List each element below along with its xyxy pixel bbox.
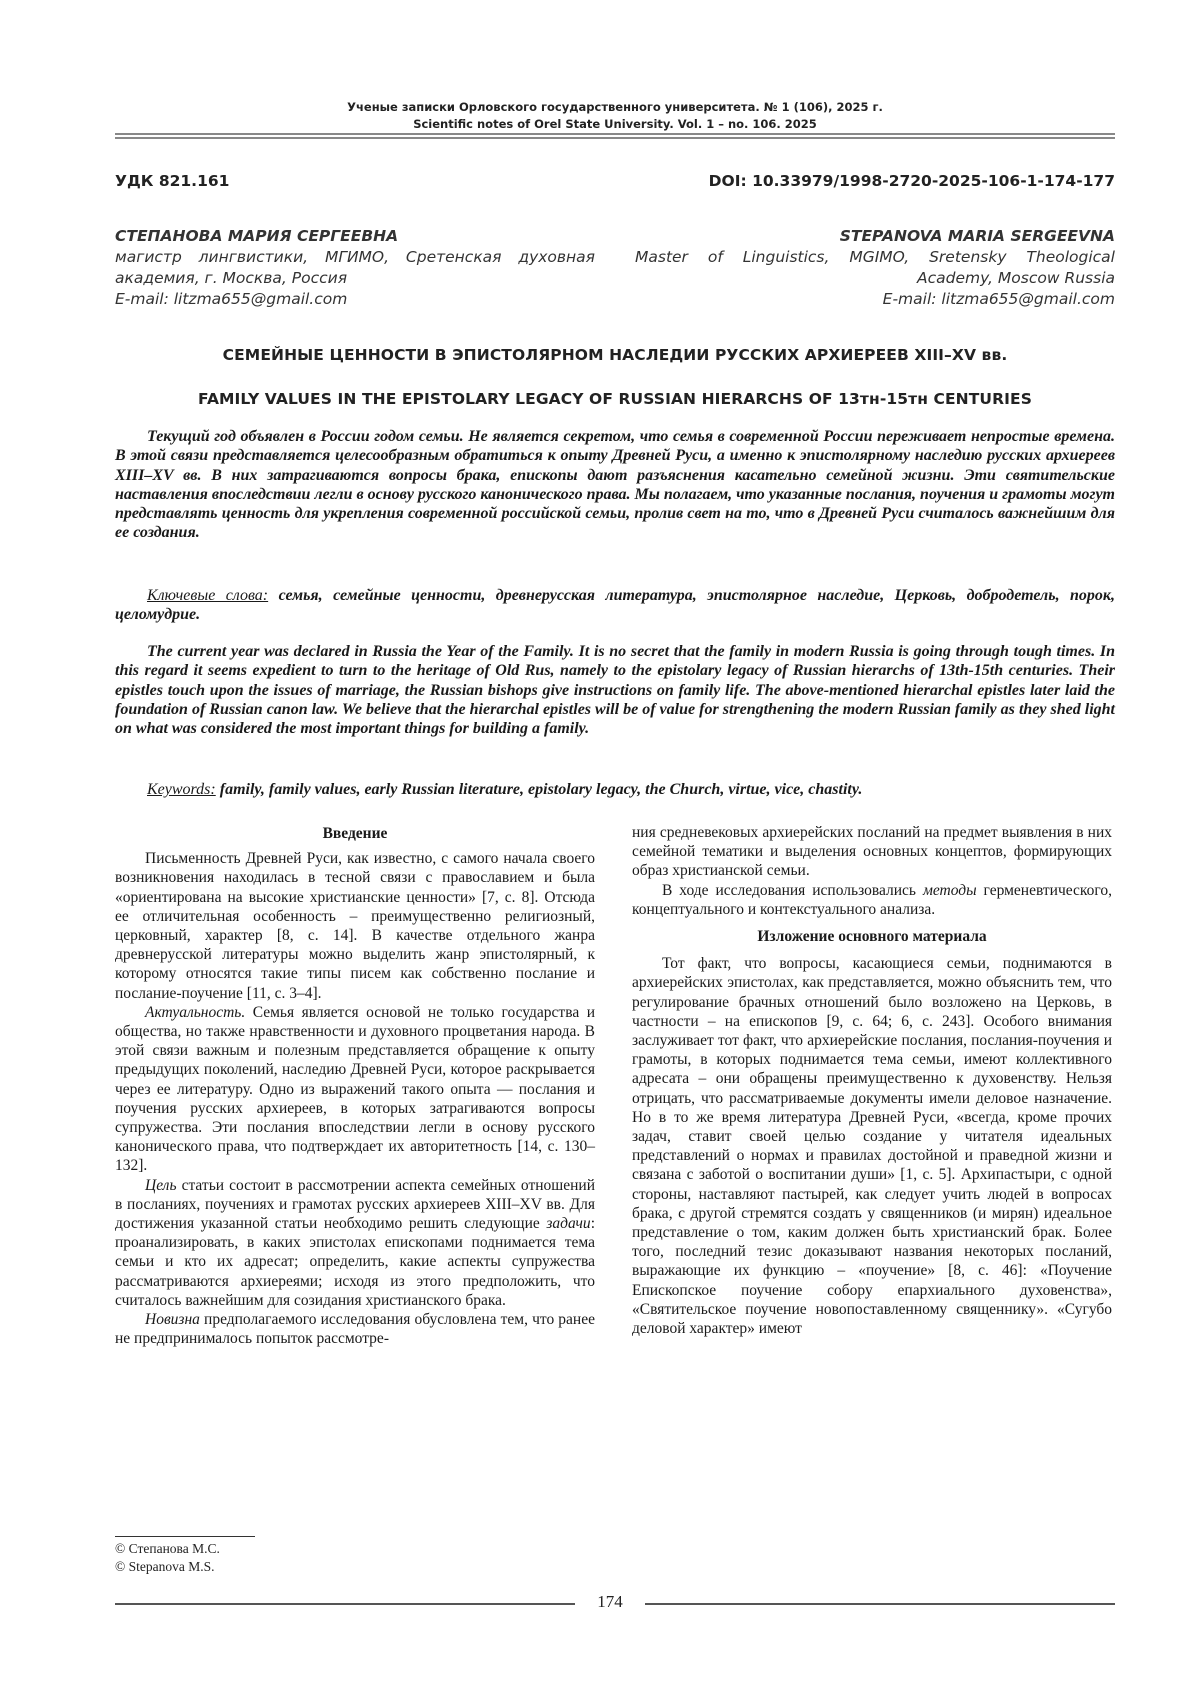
relevance-text: Семья является основой не только государства и общества, но также нравственности и духовного процветания народа. В этой связи важным и полезным представляется обращение к опыту предыдущих поколений, наследию Древней Руси, которое раскрывается через ее литературу. Одно из выражений такого опыта — послания и поучения русских архиереев, в которых затрагиваются вопросы супружества. Эти послания впоследствии легли в основу русского канонического права, что подтверждает их авторитетность [14, с. 130–132].: [115, 1003, 595, 1175]
article-title-en: FAMILY VALUES IN THE EPISTOLARY LEGACY OF RUSSIAN HIERARCHS OF 13тн-15тн CENTURIES: [198, 390, 1032, 408]
paragraph-methods: [632, 881, 1112, 919]
header-rule-top: [115, 133, 1115, 135]
paragraph-relevance: [115, 1003, 595, 1176]
main-heading: Изложение основного материала: [757, 928, 987, 946]
author-affiliation-en: Master of Linguistics, MGIMO, Sretensky Theological Academy, Moscow Russia: [635, 248, 1115, 287]
author-email-en: E-mail: litzma655@gmail.com: [882, 290, 1115, 308]
folio-rule-left: [115, 1603, 575, 1605]
author-block-en: [635, 226, 1115, 310]
doi: DOI: 10.33979/1998-2720-2025-106-1-174-177: [708, 172, 1115, 190]
novelty-text: предполагаемого исследования обусловлена тем, что ранее не предпринималось попыток рассмотре-: [115, 1311, 595, 1348]
paragraph-novelty-cont: ния средневековых архиерейских посланий на предмет выявления в них семейной тематики и выделения основных концептов, формирующих образ христианской семьи.: [632, 824, 1112, 880]
term-novelty: Новизна: [145, 1311, 200, 1329]
article-title-ru: СЕМЕЙНЫЕ ЦЕННОСТИ В ЭПИСТОЛЯРНОМ НАСЛЕДИИ РУССКИХ АРХИЕРЕЕВ XIII–XV вв.: [222, 346, 1008, 364]
footnotes: [115, 1540, 220, 1576]
keywords-label-en: Keywords:: [147, 781, 216, 798]
term-goal: Цель: [145, 1176, 177, 1194]
journal-line-ru: Ученые записки Орловского государственного университета. № 1 (106), 2025 г.: [347, 100, 883, 114]
methods-text-a: В ходе исследования использовались: [662, 881, 923, 899]
author-affiliation-ru: магистр лингвистики, МГИМО, Сретенская духовная академия, г. Москва, Россия: [115, 248, 595, 287]
body-column-right: [632, 823, 1112, 1338]
page-number: 174: [597, 1592, 623, 1611]
header-rule-bottom: [115, 137, 1115, 139]
udc-code: УДК 821.161: [115, 172, 230, 190]
paragraph-goal: [115, 1176, 595, 1310]
author-email-ru: E-mail: litzma655@gmail.com: [115, 290, 348, 308]
abstract-ru: Текущий год объявлен в России годом семьи. Не является секретом, что семья в современной России переживает непростые времена. В этой связи представляется целесообразным обратиться к опыту Древней Руси, а именно к эпистолярному наследию русских архиереев XIII–XV вв. В них затрагиваются вопросы брака, епископы дают разъяснения касательно семейной жизни. Эти святительские наставления впоследствии легли в основу русского канонического права. Мы полагаем, что указанные послания, поучения и грамоты могут представлять ценность для укрепления современной российской семьи, пролив свет на то, что в Древней Руси считалось важнейшим для ее создания.: [115, 428, 1115, 542]
journal-line-en: Scientific notes of Orel State University. Vol. 1 – no. 106. 2025: [413, 117, 817, 131]
term-methods: методы: [922, 881, 977, 899]
author-name-ru: СТЕПАНОВА МАРИЯ СЕРГЕЕВНА: [115, 227, 399, 245]
keywords-label-ru: Ключевые слова:: [147, 587, 269, 604]
methods-text-b: герменевтического, концептуального и контекстуального анализа.: [632, 881, 1112, 918]
intro-heading: Введение: [322, 825, 388, 842]
running-head: [115, 99, 1115, 133]
copyright-en: © Stepanova M.S.: [115, 1559, 215, 1574]
goal-text-a: статьи состоит в рассмотрении аспекта семейных отношений в посланиях, поучениях и грамотах русских архиереев XIII–XV вв. Для достижения указанной статьи необходимо решить следующие: [115, 1176, 595, 1233]
footnote-rule: [115, 1536, 255, 1537]
keywords-text-en: family, family values, early Russian literature, epistolary legacy, the Church, virtue, vice, chastity.: [219, 781, 863, 798]
paragraph-intro-1: Письменность Древней Руси, как известно, с самого начала своего возникновения находилась в тесной связи с православием и была «ориентирована на высокие христианские ценности» [7, с. 8]. Отсюда ее отличительная особенность – преимущественно религиозный, церковный, характер [8, с. 14]. В качестве отдельного жанра древнерусской литературы можно выделить жанр эпистолярный, к которому относятся такие типы писем как собственно послание и послание-поучение [11, с. 3–4].: [115, 850, 595, 1002]
author-block-ru: [115, 226, 595, 310]
paragraph-novelty: [115, 1310, 595, 1348]
keywords-text-ru: семья, семейные ценности, древнерусская литература, эпистолярное наследие, Церковь, добродетель, порок, целомудрие.: [115, 587, 1115, 624]
term-relevance: Актуальность.: [145, 1003, 246, 1021]
goal-text-b: : проанализировать, в каких эпистолах епископами поднимается тема семьи и кто их адресат; определить, какие аспекты супружества рассматриваются архиереями; исходя из этого предположить, что считалось важнейшим для созидания христианского брака.: [115, 1215, 595, 1309]
keywords-en: [115, 780, 1115, 799]
copyright-ru: © Степанова М.С.: [115, 1541, 220, 1556]
author-name-en: STEPANOVA MARIA SERGEEVNA: [839, 227, 1115, 245]
abstract-en: The current year was declared in Russia the Year of the Family. It is no secret that the family in modern Russia is going through tough times. In this regard it seems expedient to turn to the heritage of Old Rus, namely to the epistolary legacy of Russian hierarchs of 13th-15th centuries. Their epistles touch upon the issues of marriage, the Russian bishops give instructions on family life. The above-mentioned hierarchal epistles later laid the foundation of Russian canon law. We believe that the hierarchal epistles will be of value for strengthening the modern Russian family as they shed light on what was considered the most important things for building a family.: [115, 643, 1115, 738]
term-tasks: задачи: [546, 1215, 591, 1233]
folio-rule-right: [645, 1603, 1115, 1605]
paragraph-main-1: Тот факт, что вопросы, касающиеся семьи, поднимаются в архиерейских эпистолах, как представляется, можно объяснить тем, что регулирование брачных отношений было возложено на Церковь, в частности – на епископов [9, с. 64; 6, с. 243]. Особого внимания заслуживает тот факт, что архиерейские послания, послания-поучения и грамоты, в которых поднимается тема семьи, имеют коллективного адресата – они обращены преимущественно к духовенству. Нельзя отрицать, что рассматриваемые документы имели деловое назначение. Но в то же время литература Древней Руси, «всегда, кроме прочих задач, ставит своей целью создание у читателя идеальных представлений о нормах и правилах достойной и праведной жизни и связана с заботой о воспитании души» [1, с. 5]. Архипастыри, с одной стороны, наставляют пастырей, как следует учить людей в вопросах брака, с другой стремятся создать у священников (и мирян) идеальное представление о том, каким должен быть христианский брак. Более того, последний тезис доказывают названия некоторых посланий, выражающие их функцию – «поучение» [8, с. 46]: «Поучение Епископское поучение собору епархиального духовенства», «Святительское поучение новопоставленному священнику». «Сугубо деловой характер» имеют: [632, 955, 1112, 1338]
keywords-ru: [115, 586, 1115, 625]
body-column-left: [115, 824, 595, 1348]
